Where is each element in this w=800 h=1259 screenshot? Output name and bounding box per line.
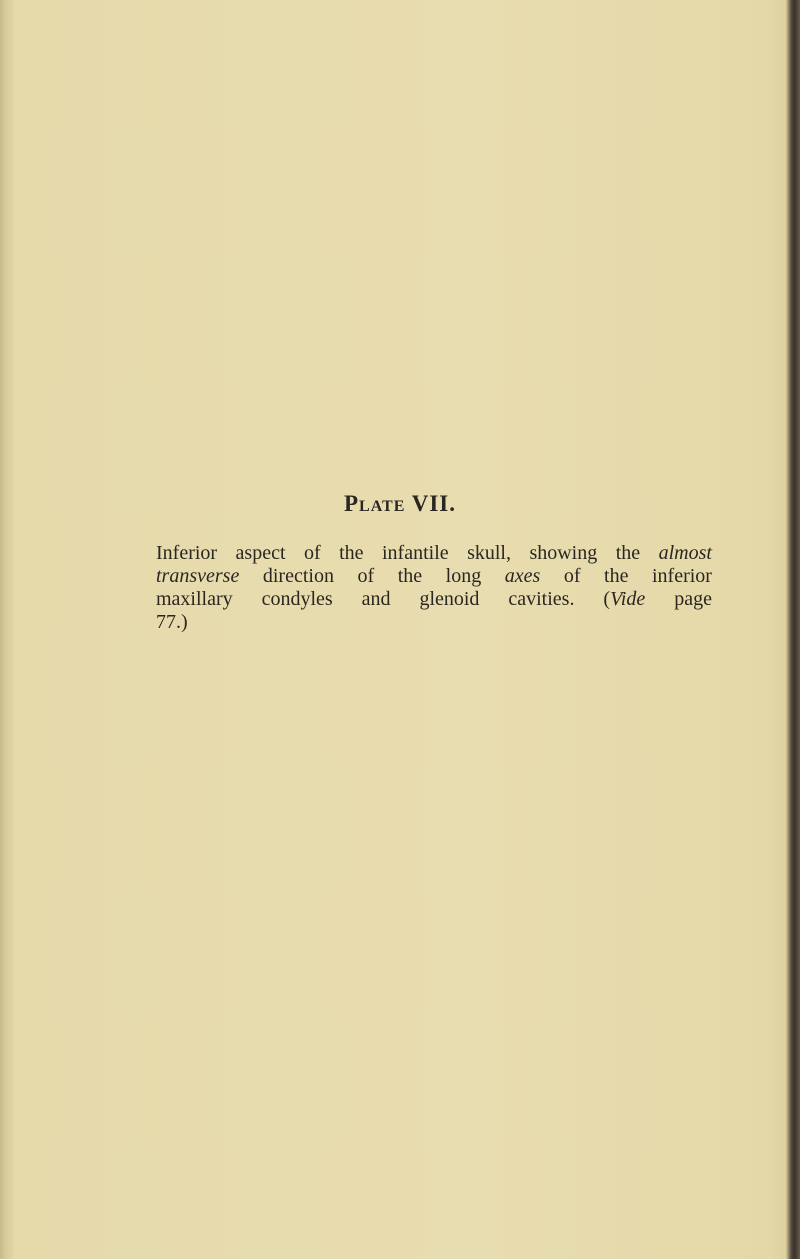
caption-word: of	[563, 565, 581, 587]
caption-word-italic: almost	[658, 542, 712, 564]
caption-word: maxillary	[156, 588, 233, 610]
caption-word-group	[603, 588, 645, 611]
caption-word: Inferior	[156, 542, 218, 564]
caption-word: the	[604, 565, 629, 587]
plate-title	[0, 491, 800, 517]
caption-line-4: 77.)	[156, 611, 188, 633]
caption-word: long	[445, 565, 482, 587]
plate-title-number: VII.	[411, 491, 457, 516]
caption-word: and	[361, 588, 391, 610]
caption-word: glenoid	[419, 588, 480, 610]
caption-word-italic: axes	[504, 565, 541, 587]
caption-word: the	[397, 565, 423, 587]
caption-word: direction	[262, 565, 334, 587]
caption-line-1	[156, 542, 712, 565]
caption-word: of	[357, 565, 375, 587]
caption-line-2	[156, 565, 712, 588]
plate-caption	[156, 542, 712, 634]
caption-word: cavities.	[508, 588, 575, 610]
caption-word: inferior	[652, 565, 712, 587]
caption-word: page	[674, 588, 712, 610]
caption-word: condyles	[261, 588, 333, 610]
caption-word: infantile	[381, 542, 449, 564]
page-edge-right	[786, 0, 800, 1259]
caption-word-italic: Vide	[610, 588, 646, 610]
caption-word: skull,	[467, 542, 511, 564]
caption-word: the	[339, 542, 364, 564]
caption-word: the	[615, 542, 641, 564]
plate-title-word: Plate	[343, 491, 406, 516]
caption-word: showing	[529, 542, 598, 564]
caption-paren: (	[603, 588, 611, 610]
page-gutter-left	[0, 0, 14, 1259]
caption-word: aspect	[235, 542, 286, 564]
caption-line-3	[156, 588, 712, 611]
caption-word: of	[303, 542, 321, 564]
caption-word-italic: transverse	[156, 565, 240, 587]
